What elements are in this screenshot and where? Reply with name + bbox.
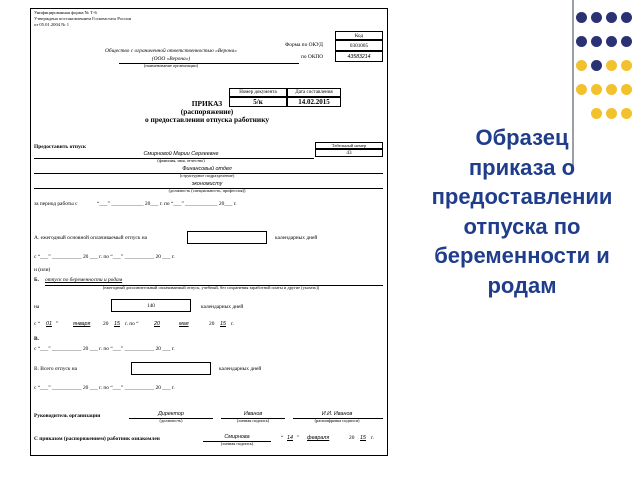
head-signature: Иванов [243,411,263,417]
slide-title-line: родам [487,272,557,298]
decor-dot-navy [621,36,632,47]
org-caption: (наименование организации) [143,63,199,68]
ack-signature-caption: (личная подпись) [220,441,254,446]
decor-dot-navy [621,12,632,23]
na-label: на [34,304,40,310]
decor-dot-navy [591,12,602,23]
head-position-caption: (должность) [159,418,183,423]
okpo-code: 43583214 [335,51,383,62]
employee-name: Смирновой Марии Сергеевне [143,151,219,157]
head-position: Директор [158,411,184,417]
slide-title-line: Образец [475,125,569,150]
order-subtitle: (распоряжение) [180,107,234,116]
section-b-prefix: Б. [34,277,39,283]
decor-dot-navy [606,12,617,23]
okud-label: Форма по ОКУД [285,42,323,48]
decor-dot-gold [576,60,587,71]
codes-header: Код [335,31,383,40]
grant-leave-label: Предоставить отпуск [34,144,87,150]
department-caption: (структурное подразделение) [179,173,235,178]
section-b-caption: (ежегодный дополнительный оплачиваемый отпуск, учебный, без сохранения заработной платы и другие (указать)) [102,285,320,290]
ack-label: С приказом (распоряжением) работник ознакомлен [34,436,160,442]
b-from-year: 15 [114,321,120,327]
head-label: Руководитель организации [34,413,101,419]
ack-month: февраля [307,435,330,441]
doc-date: 14.02.2015 [287,97,341,107]
slide-title-line: предоставлении [431,184,613,210]
decor-dot-gold [606,84,617,95]
section-b-days: 140 [111,299,191,312]
okud-code: 0301005 [335,40,383,51]
section-a-dates: с “___” ___________ 20 ___ г. по “___” ___________ 20 ___ г. [34,254,175,260]
decor-dot-navy [591,36,602,47]
section-v-dates: с “___” ___________ 20 ___ г. по “___” ___________ 20 ___ г. [34,346,175,352]
decor-dot-gold [621,108,632,119]
ack-year-prefix: 20 [349,435,355,441]
section-total-days-box [131,362,211,375]
decor-dot-gold [606,60,617,71]
section-a-days-label: календарных дней [275,235,318,241]
ack-open-quote: “ [281,435,284,441]
head-name: И.И. Иванов [321,411,353,417]
b-to-year: 15 [220,321,226,327]
head-name-caption: (расшифровка подписи) [314,418,360,423]
b-from-suffix: г. по “ [125,321,139,327]
department: Финансовый отдел [182,166,232,172]
decor-dot-navy [606,36,617,47]
ack-signature: Смирнова [224,434,250,440]
b-to-day: 20 [154,321,160,327]
doc-number-header: Номер документа [229,88,287,97]
head-signature-caption: (личная подпись) [236,418,270,423]
or-label: и (или) [34,267,51,273]
slide-title-line: отпуска по [463,213,581,239]
b-from-quote: ” [56,321,59,327]
section-total-days-label: календарных дней [219,366,262,372]
decor-dot-navy [576,36,587,47]
section-v-label: В. [34,336,39,342]
ack-year: 15 [360,435,366,441]
section-b-type: отпуск по беременности и родам [45,277,123,283]
position: экономисту [191,181,223,187]
decor-dot-gold [621,60,632,71]
doc-number: 5/к [229,97,287,107]
section-a-label: А. ежегодный основной оплачиваемый отпуск на [34,235,148,241]
doc-date-header: Дата составления [287,88,341,97]
slide-title-line: беременности и [434,243,610,269]
form-approved: Утверждена постановлением Госкомстата России [34,16,132,21]
section-b-days-label: календарных дней [201,304,244,310]
org-name-line1: Общество с ограниченной ответственностью «Верона» [104,48,238,54]
order-title: ПРИКАЗ [191,99,223,108]
b-from-year-prefix: 20 [103,321,109,327]
decor-dot-gold [591,84,602,95]
okpo-label: по ОКПО [301,54,324,60]
b-to-suffix: г. [231,321,234,327]
position-caption: (должность (специальность, профессия)) [168,188,246,193]
form-date: от 05.01.2004 № 1 [34,22,70,27]
b-from-prefix: с “ [34,321,41,327]
section-total-label: В. Всего отпуск на [34,366,78,372]
leave-order-form [30,8,388,456]
section-a-days-box [187,231,267,244]
org-name-line2: (ООО «Верона») [151,56,191,62]
decor-dot-gold [621,84,632,95]
decor-dot-navy [591,60,602,71]
form-name: Унифицированная форма № Т-6 [34,10,97,15]
order-purpose: о предоставлении отпуска работнику [144,115,270,124]
work-period-label: за период работы с [34,201,78,207]
decor-dot-gold [606,108,617,119]
decor-dot-navy [576,12,587,23]
tabel-header: Табельный номер [315,142,383,149]
ack-day: 14 [287,435,293,441]
work-period-dates: “___” ____________ 20___ г. по “___” ____________ 20___ г. [97,201,237,207]
b-to-month: мая [179,321,189,327]
b-from-day: 01 [46,321,52,327]
slide-title [412,123,632,301]
ack-suffix: г. [371,435,374,441]
section-total-dates: с “___” ___________ 20 ___ г. по “___” ___________ 20 ___ г. [34,385,175,391]
slide-title-line: приказа о [468,154,576,180]
ack-close-quote: ” [297,435,300,441]
b-to-year-prefix: 20 [209,321,215,327]
tabel-number: 43 [315,149,383,157]
name-caption: (фамилия, имя, отчество) [157,158,205,163]
b-from-month: января [73,321,91,327]
decor-dot-grid [573,8,639,138]
decor-dot-gold [591,108,602,119]
decor-dot-gold [576,84,587,95]
